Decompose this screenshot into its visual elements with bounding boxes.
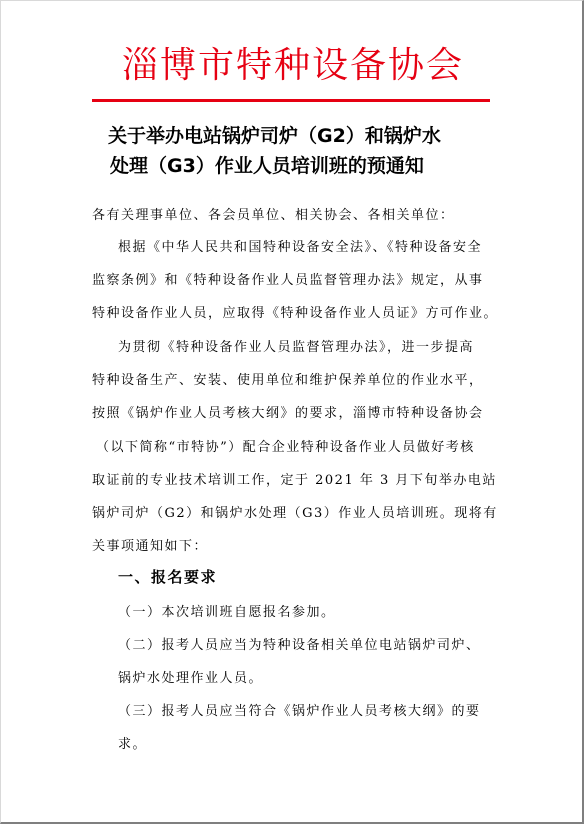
paragraph-2-line: 为贯彻《特种设备作业人员监督管理办法》，进一步提高 xyxy=(118,340,475,355)
paragraph-2-line: 取证前的专业技术培训工作，定于 2021 年 3 月下旬举办电站 xyxy=(92,473,497,488)
salutation: 各有关理事单位、各会员单位、相关协会、各相关单位： xyxy=(92,208,455,223)
section-1-item: 锅炉水处理作业人员。 xyxy=(118,671,264,686)
paragraph-2-line: 关事项通知如下： xyxy=(92,539,209,554)
paragraph-2-line: 锅炉司炉（G2）和锅炉水处理（G3）作业人员培训班。现将有 xyxy=(92,506,498,521)
paragraph-2-line: 特种设备生产、安装、使用单位和维护保养单位的作业水平， xyxy=(92,373,484,388)
letterhead: 淄博市特种设备协会 xyxy=(121,45,464,86)
section-1-item: （三）报考人员应当符合《锅炉作业人员考核大纲》的要 xyxy=(118,704,481,719)
paragraph-1-line: 监察条例》和《特种设备作业人员监督管理办法》规定，从事 xyxy=(92,273,484,288)
paragraph-1-line: 特种设备作业人员，应取得《特种设备作业人员证》方可作业。 xyxy=(92,306,499,321)
letterhead-red-rule xyxy=(92,99,490,102)
title-line-1: 关于举办电站锅炉司炉（G2）和锅炉水 xyxy=(108,125,441,147)
paragraph-2-line: 按照《锅炉作业人员考核大纲》的要求，淄博市特种设备协会 xyxy=(92,406,484,421)
section-1-heading: 一、报名要求 xyxy=(118,568,218,586)
paragraph-1-line: 根据《中华人民共和国特种设备安全法》、《特种设备安全 xyxy=(118,240,483,255)
paragraph-2-line: （以下简称“市特协”）配合企业特种设备作业人员做好考核 xyxy=(96,440,475,455)
section-1-item: （一）本次培训班自愿报名参加。 xyxy=(118,605,336,620)
section-1-item: 求。 xyxy=(118,737,148,752)
section-1-item: （二）报考人员应当为特种设备相关单位电站锅炉司炉、 xyxy=(118,638,481,653)
title-line-2: 处理（G3）作业人员培训班的预通知 xyxy=(110,155,424,177)
